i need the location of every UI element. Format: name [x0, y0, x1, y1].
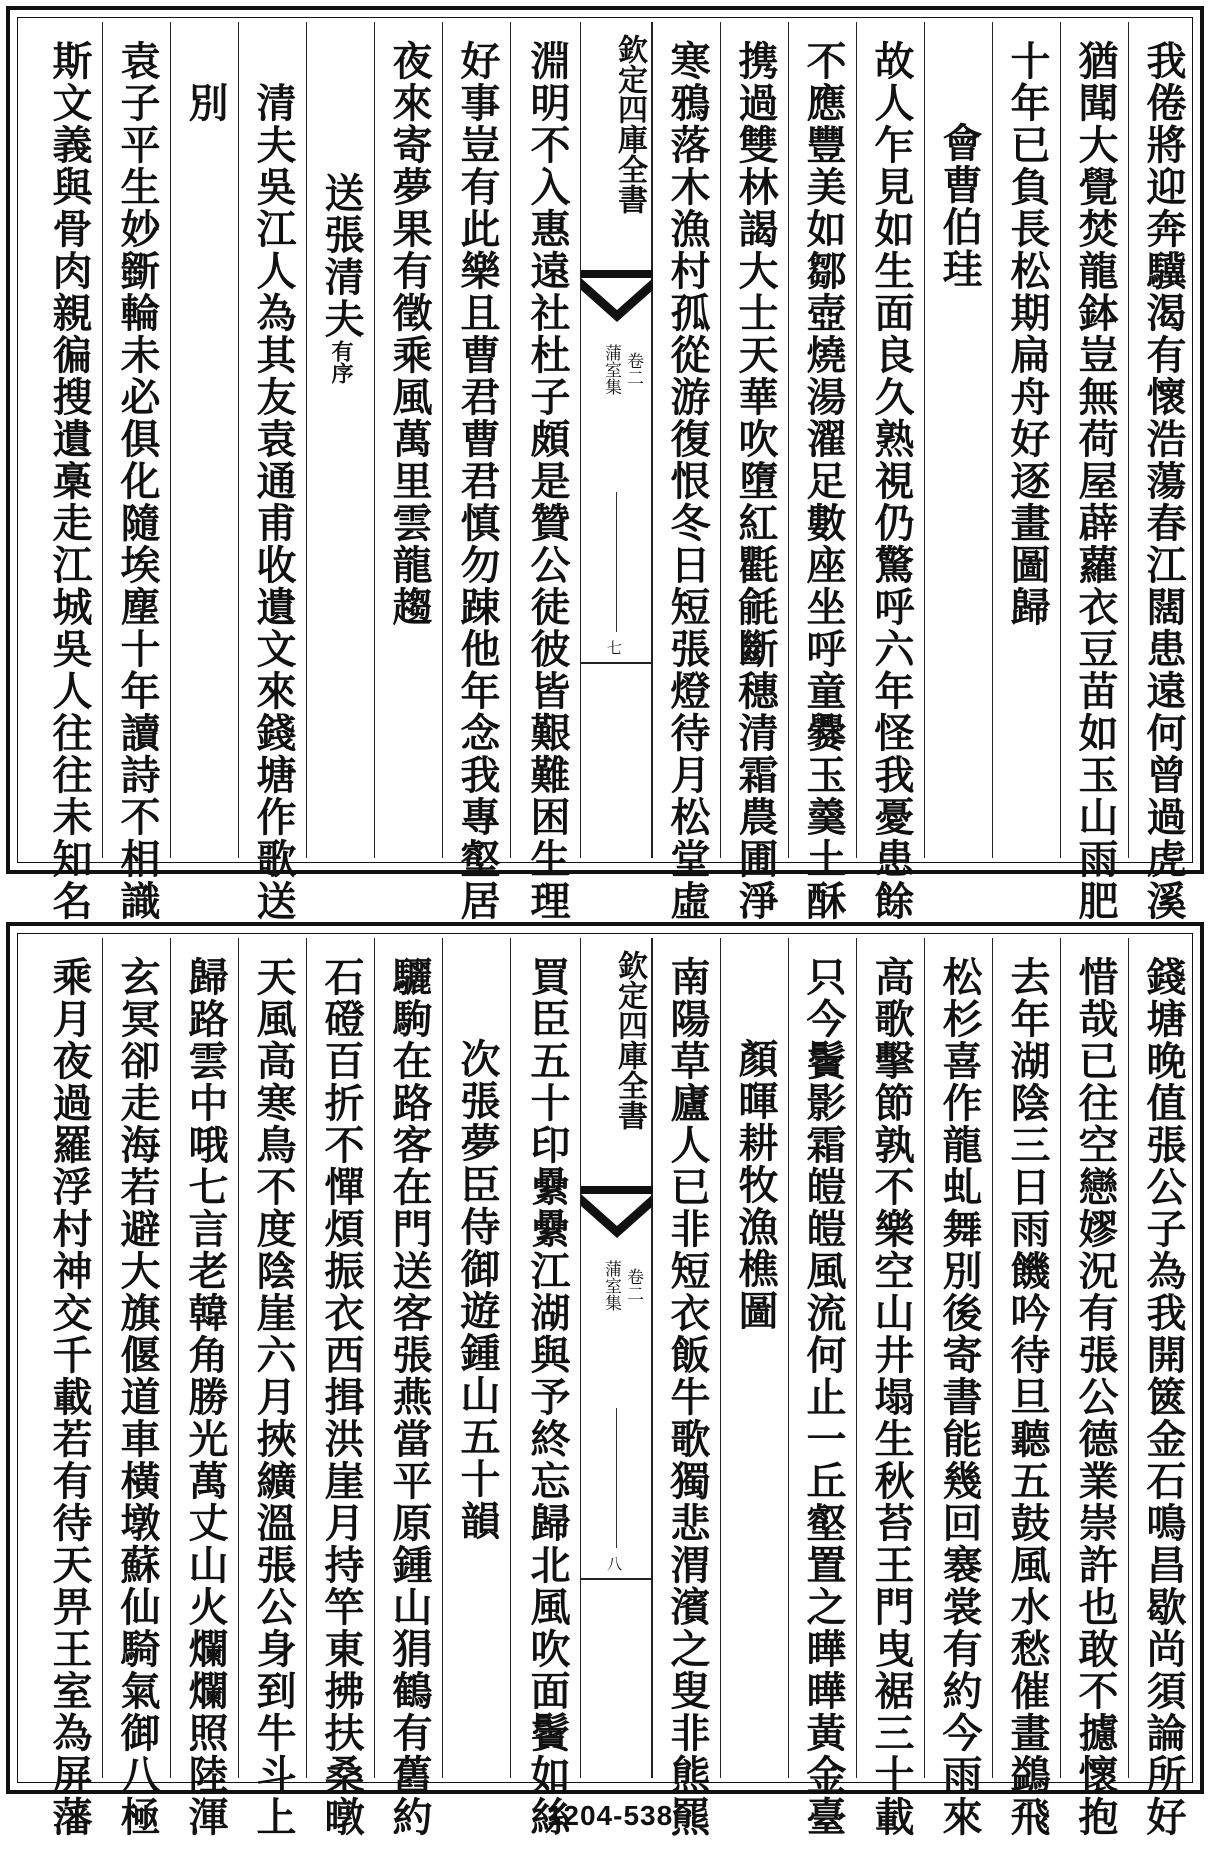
poem-title: 會曹伯珪 [936, 122, 983, 290]
center-gutter [580, 938, 652, 1778]
column-text: 夜來寄夢果有徵乘風萬里雲龍趨 [386, 40, 433, 628]
text-column [1128, 22, 1196, 922]
text-column [510, 938, 580, 1838]
column-text: 故人乍見如生面良久熟視仍驚呼六年怪我憂患餘 [868, 40, 915, 922]
gutter-collection: 蒲室集 [601, 1260, 621, 1311]
column-text: 袁子平生妙斵輪未必俱化隨埃塵十年讀詩不相識 [114, 40, 161, 922]
text-column [720, 22, 788, 922]
column-text: 惜哉已往空戀嫪況有張公德業崇許也敢不攄懷抱 [1072, 956, 1119, 1838]
text-column [170, 22, 238, 858]
column-text: 好事豈有此樂且曹君曹君慎勿踈他年念我專壑居 [454, 40, 501, 922]
text-column [34, 938, 102, 1838]
gutter-leaf: 八 [605, 1556, 623, 1571]
text-column [1128, 938, 1196, 1838]
text-column [856, 22, 924, 922]
column-text: 高歌擊節孰不樂空山井塌生秋苔王門曳裾三十載 [868, 956, 915, 1838]
gutter-rule [616, 1408, 617, 1548]
text-column [238, 22, 306, 922]
text-column [510, 22, 580, 922]
text-column [652, 22, 720, 922]
gutter-volume: 卷二 [623, 1268, 643, 1302]
top-page [6, 6, 1204, 922]
text-column [992, 938, 1060, 1838]
text-column [1060, 22, 1128, 922]
column-text: 石磴百折不憚煩振衣西揖洪崖月持竿東拂扶桑暾 [318, 956, 365, 1838]
text-column [170, 938, 238, 1838]
center-gutter [580, 22, 652, 858]
gutter-divider [581, 662, 651, 664]
column-text: 松杉喜作龍虬舞別後寄書能幾回褰裳有約今雨來 [936, 956, 983, 1838]
preface-text: 清夫吳江人為其友袁通甫收遺文來錢塘作歌送 [250, 82, 297, 922]
text-column [788, 938, 856, 1838]
text-column [442, 22, 510, 922]
column-text: 斯文義與骨肉親徧搜遺槀走江城吳人往往未知名 [46, 40, 93, 922]
column-text: 只今鬢影霜皚皚風流何止一丘壑置之曄曄黃金臺 [800, 956, 847, 1838]
column-text: 買臣五十印纍纍江湖與予終忘歸北風吹面鬢如絲 [524, 956, 571, 1838]
column-text: 寒鴉落木漁村孤從游復恨冬日短張燈待月松堂虛 [664, 40, 711, 922]
text-column [856, 938, 924, 1838]
gutter-leaf: 七 [605, 640, 623, 655]
column-text: 猶聞大覺焚龍鉢豈無荷屋薜蘿衣豆苗如玉山雨肥 [1072, 40, 1119, 922]
column-text: 不應豐美如鄒壺燒湯濯足數座坐呼童爨玉羹土酥 [800, 40, 847, 922]
column-text: 我倦將迎奔驥渴有懷浩蕩春江闊患遠何曾過虎溪 [1140, 40, 1187, 922]
text-column [374, 22, 442, 858]
column-text: 携過雙林謁大士天華吹墮紅氍毹斷穗清霜農圃淨 [732, 40, 779, 922]
page-number: 1204-538 [546, 1800, 674, 1831]
column-text: 淵明不入惠遠社杜子頗是贊公徒彼皆艱難困生理 [524, 40, 571, 922]
text-column [924, 938, 992, 1838]
poem-title [307, 172, 374, 384]
column-text: 歸路雲中哦七言老韓角勝光萬丈山火爛爛照陸渾 [182, 956, 229, 1838]
poem-title-text: 送張清夫 [318, 172, 365, 340]
text-column [788, 22, 856, 922]
gutter-collection: 蒲室集 [601, 344, 621, 395]
text-column [374, 938, 442, 1838]
fishtail-mark-icon [581, 1186, 653, 1240]
column-text: 錢塘晚值張公子為我開篋金石鳴昌歇尚須論所好 [1140, 956, 1187, 1838]
text-column [238, 938, 306, 1838]
poem-subnote: 有序 [328, 340, 354, 384]
gutter-divider [581, 1578, 651, 1580]
text-column [34, 22, 102, 922]
gutter-title: 欽定四庫全書 [612, 34, 647, 214]
text-column [306, 938, 374, 1838]
gutter-title: 欽定四庫全書 [612, 950, 647, 1130]
text-column [442, 938, 510, 1778]
poem-title: 次張夢臣侍御遊鍾山五十韻 [454, 1038, 501, 1542]
text-column [102, 22, 170, 922]
text-column [720, 938, 788, 1778]
column-text: 乘月夜過羅浮村神交千載若有待天畀王室為屏藩 [46, 956, 93, 1838]
text-column [924, 22, 992, 858]
text-column [102, 938, 170, 1838]
column-text: 玄冥卻走海若避大旗偃道車橫墩蘇仙騎氣御八極 [114, 956, 161, 1838]
gutter-rule [616, 492, 617, 632]
text-column [652, 938, 720, 1838]
column-text: 去年湖陰三日雨饑吟待旦聽五鼓風水愁催畫鷁飛 [1004, 956, 1051, 1838]
fishtail-mark-icon [581, 270, 653, 324]
column-text: 南陽草廬人已非短衣飯牛歌獨悲渭濱之叟非熊羆 [664, 956, 711, 1838]
preface-text: 別 [182, 82, 229, 124]
column-text: 十年已負長松期扁舟好逐畫圖歸 [1004, 40, 1051, 628]
column-text: 驪駒在路客在門送客張燕當平原鍾山狷鶴有舊約 [386, 956, 433, 1838]
top-page-body [22, 22, 1188, 922]
poem-title: 顏暉耕牧漁樵圖 [732, 1038, 779, 1332]
text-column [1060, 938, 1128, 1838]
gutter-volume: 卷二 [623, 352, 643, 386]
text-column [306, 22, 374, 858]
column-text: 天風高寒鳥不度陰崖六月挾纊溫張公身到牛斗上 [250, 956, 297, 1838]
text-column [992, 22, 1060, 858]
